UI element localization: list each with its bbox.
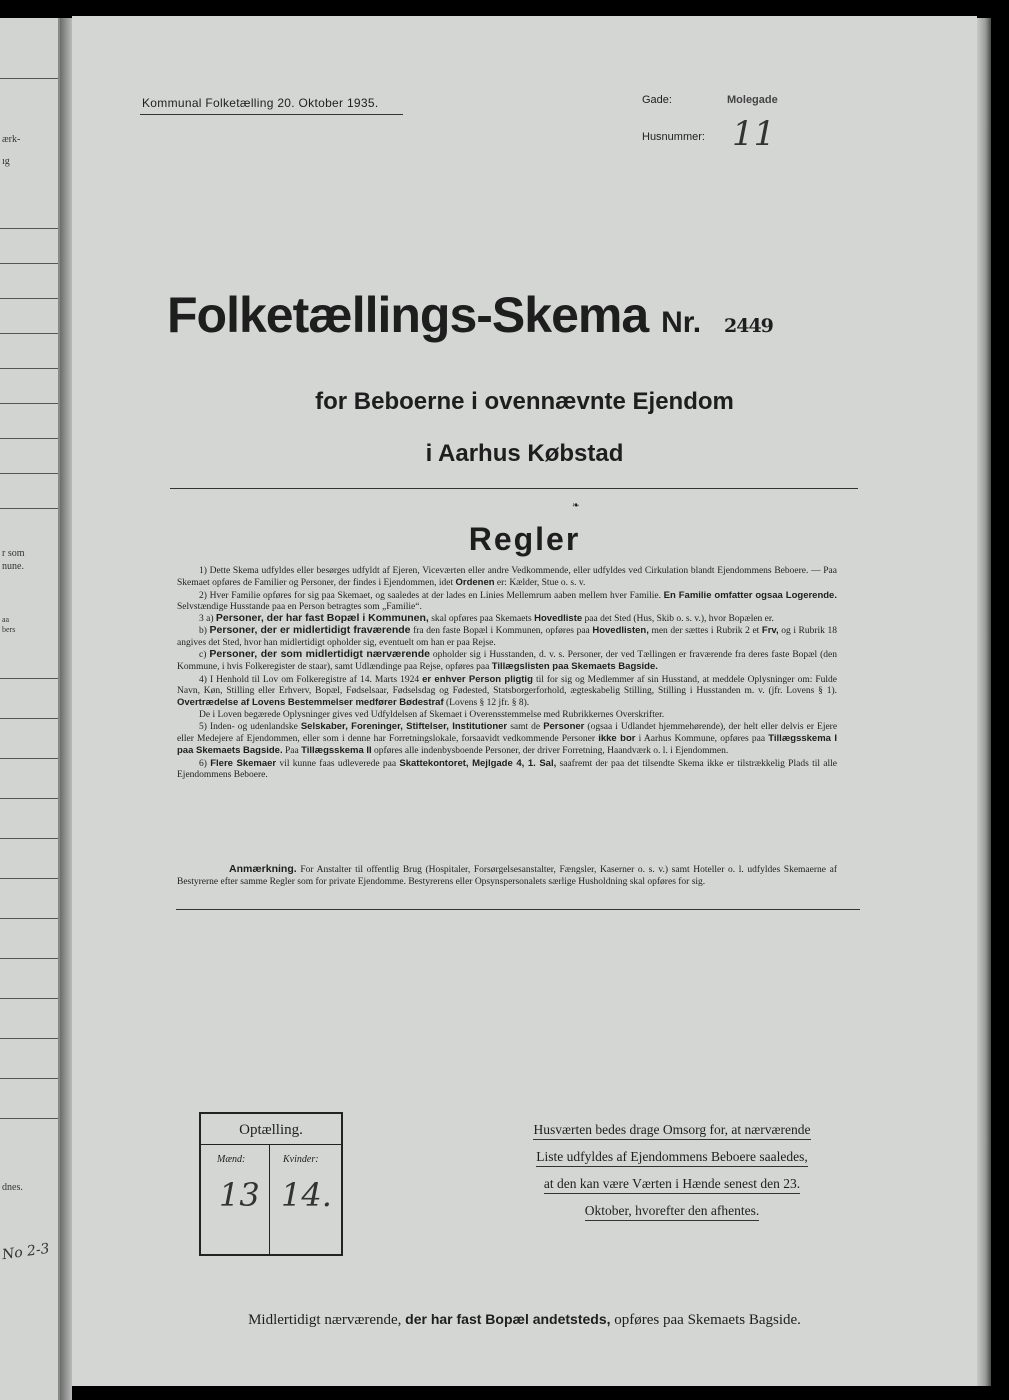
rule-line (0, 678, 58, 679)
form-title (167, 286, 907, 344)
rule-1: 1) Dette Skema udfyldes eller besørges udfyldt af Ejeren, Viceværten eller andre Vedkommende, eller udfyldes ved Cirkulation blandt Ejendommens Beboere. — Paa Skemaet opføres de Familier og Personer, der findes i Ejendommen, idet Ordenen er: Kælder, Stue o. s. v. (177, 566, 837, 589)
rule-line (0, 508, 58, 509)
rule-line (0, 333, 58, 334)
men-count: 13 (219, 1176, 260, 1214)
count-caption: Optælling. (239, 1122, 303, 1138)
count-box (199, 1112, 343, 1256)
street-value: Molegade (727, 94, 778, 106)
rule-4: 4) I Henhold til Lov om Folkeregistre af 14. Marts 1924 er enhver Person pligtig til for sig og Medlemmer af sin Husstand, at meddele Oplysninger om: Fulde Navn, Køn, Stilling eller Erhverv, Bopæl, Fødselsaar, Fødselsdag og Fødested, Statsborgerforhold, ægteskabelig Stilling, Stilling i Husstanden m. v. (jfr. Lovens § 1). Overtrædelse af Lovens Bestemmelser medfører Bødestraf (Lovens § 12 jfr. § 8). (177, 673, 838, 709)
rule-line (0, 918, 58, 919)
rule-line (0, 298, 58, 299)
census-header-title: Kommunal Folketælling 20. Oktober 1935. (142, 96, 379, 110)
rule-line (0, 403, 58, 404)
rule-line (0, 1038, 58, 1039)
remark-note (177, 864, 837, 888)
footer-text: opføres paa Skemaets Bagside. (614, 1312, 801, 1328)
rule-line (0, 838, 58, 839)
rule-line (0, 1118, 58, 1119)
left-fragment: nune. (2, 561, 24, 572)
form-number-label: Nr. (661, 306, 702, 339)
previous-page-strip (0, 18, 60, 1400)
owner-notice (502, 1116, 842, 1224)
rule-line (0, 958, 58, 959)
title-divider (170, 488, 858, 489)
rules-heading: Regler (468, 521, 581, 557)
rule-line (0, 878, 58, 879)
rule-line (0, 1078, 58, 1079)
rules-text (177, 566, 837, 781)
rule-2: 2) Hver Familie opføres for sig paa Skemaet, og saaledes at der lades en Linies Mellemrum aaben mellem hver Familie. En Familie omfatter ogsaa Logerende. Selvstændige Husstande paa en Person betragtes som „Familie“. (177, 589, 837, 612)
rule-line (0, 438, 58, 439)
remark-text: For Anstalter til offentlig Brug (Hospitaler, Forsørgelsesanstalter, Fængsler, Kaserner o. s. v.) samt Hoteller o. l. udfyldes Skemaerne af Bestyrerne efter samme Regler som for private Ejendomme. Bestyrerens eller Opsynspersonalets særlige Husholdning skal opføres for sig. (177, 865, 838, 887)
form-subtitle-2: i Aarhus Købstad (425, 440, 624, 467)
house-number-label: Husnummer: (642, 131, 705, 143)
remark-divider (176, 909, 860, 910)
owner-notice-line: at den kan være Værten i Hænde senest den 23. (544, 1176, 800, 1194)
count-box-column-divider (269, 1144, 270, 1254)
rule-3a: 3 a) Personer, der har fast Bopæl i Kommunen, skal opføres paa Skemaets Hovedliste paa det Sted (Hus, Skib o. s. v.), hvor Bopælen er. (199, 612, 774, 625)
rule-line (0, 998, 58, 999)
footer-note (72, 1311, 977, 1329)
form-title-main: Folketællings-Skema (167, 287, 649, 343)
rule-line (0, 228, 58, 229)
street-label: Gade: (642, 94, 672, 106)
owner-notice-line: Oktober, hvorefter den afhentes. (585, 1203, 760, 1221)
census-form-page (72, 16, 977, 1386)
form-subtitle-1: for Beboerne i ovennævnte Ejendom (315, 388, 734, 415)
left-fragment: r som (2, 548, 25, 559)
rule-3c: c) Personer, der som midlertidigt nærværende opholder sig i Husstanden, d. v. s. Personer, der ved Tællingen er fraværende fra deres faste Bopæl (den Kommune, i hvis Folkeregister de staar), samt Udlændinge paa Rejse, opføres paa Tillægslisten paa Skemaets Bagside. (177, 648, 837, 673)
left-fragment: dnes. (2, 1182, 23, 1193)
remark-label: Anmærkning. (229, 863, 297, 875)
rule-line (0, 798, 58, 799)
left-handwriting: No 2-3 (1, 1240, 51, 1264)
ink-mark: ❧ (572, 500, 580, 510)
rule-line (0, 368, 58, 369)
left-fragment: ıg (2, 156, 10, 167)
form-number-value: 2449 (724, 315, 773, 337)
footer-text: Midlertidigt nærværende, (248, 1312, 402, 1328)
count-box-divider (201, 1144, 341, 1145)
rule-line (0, 263, 58, 264)
rule-3b: b) Personer, der er midlertidigt fraværende fra den faste Bopæl i Kommunen, opføres paa Hovedlisten, men der sættes i Rubrik 2 et Frv, og i Rubrik 18 angives det Sted, hvor han midlertidigt opholder sig, eventuelt om han er paa Rejse. (177, 624, 838, 648)
women-count: 14. (281, 1176, 332, 1214)
left-fragment: aa (2, 615, 10, 624)
page-edge (977, 18, 991, 1386)
left-fragment: bers (2, 625, 16, 634)
header-underline (140, 114, 403, 115)
rule-line (0, 718, 58, 719)
left-fragment: ærk- (2, 134, 21, 145)
women-label: Kvinder: (283, 1154, 319, 1165)
owner-notice-line: Liste udfyldes af Ejendommens Beboere saaledes, (536, 1149, 807, 1167)
rule-6: 6) Flere Skemaer vil kunne faas udleverede paa Skattekontoret, Mejlgade 4, 1. Sal, saafremt der paa det tilsendte Skema ikke er tilstrækkelig Plads til alle Ejendommens Beboere. (177, 757, 838, 781)
rule-line (0, 758, 58, 759)
rule-line (0, 78, 58, 79)
men-label: Mænd: (217, 1154, 246, 1165)
book-gutter (60, 18, 72, 1400)
house-number-value: 11 (732, 114, 776, 154)
rule-line (0, 473, 58, 474)
rule-5: 5) Inden- og udenlandske Selskaber, Foreninger, Stiftelser, Institutioner samt de Personer (ogsaa i Udlandet hjemmehørende), der helt eller delvis er Ejere eller Medejere af Ejendommen, eller som i denne har Forretningslokale, forsaavidt vedkommende Personer ikke bor i Aarhus Kommune, opføres paa Tillægsskema I paa Skemaets Bagside. Paa Tillægsskema II opføres alle indenbysboende Personer, der driver Forretning, Haandværk o. l. i Ejendommen. (177, 720, 838, 757)
footer-bold-text: der har fast Bopæl andetsteds, (405, 1311, 611, 1327)
rule-4-note: De i Loven begærede Oplysninger gives ved Udfyldelsen af Skemaet i Overensstemmelse med Rubrikkernes Overskrifter. (199, 709, 665, 720)
owner-notice-line: Husværten bedes drage Omsorg for, at nærværende (533, 1122, 810, 1140)
